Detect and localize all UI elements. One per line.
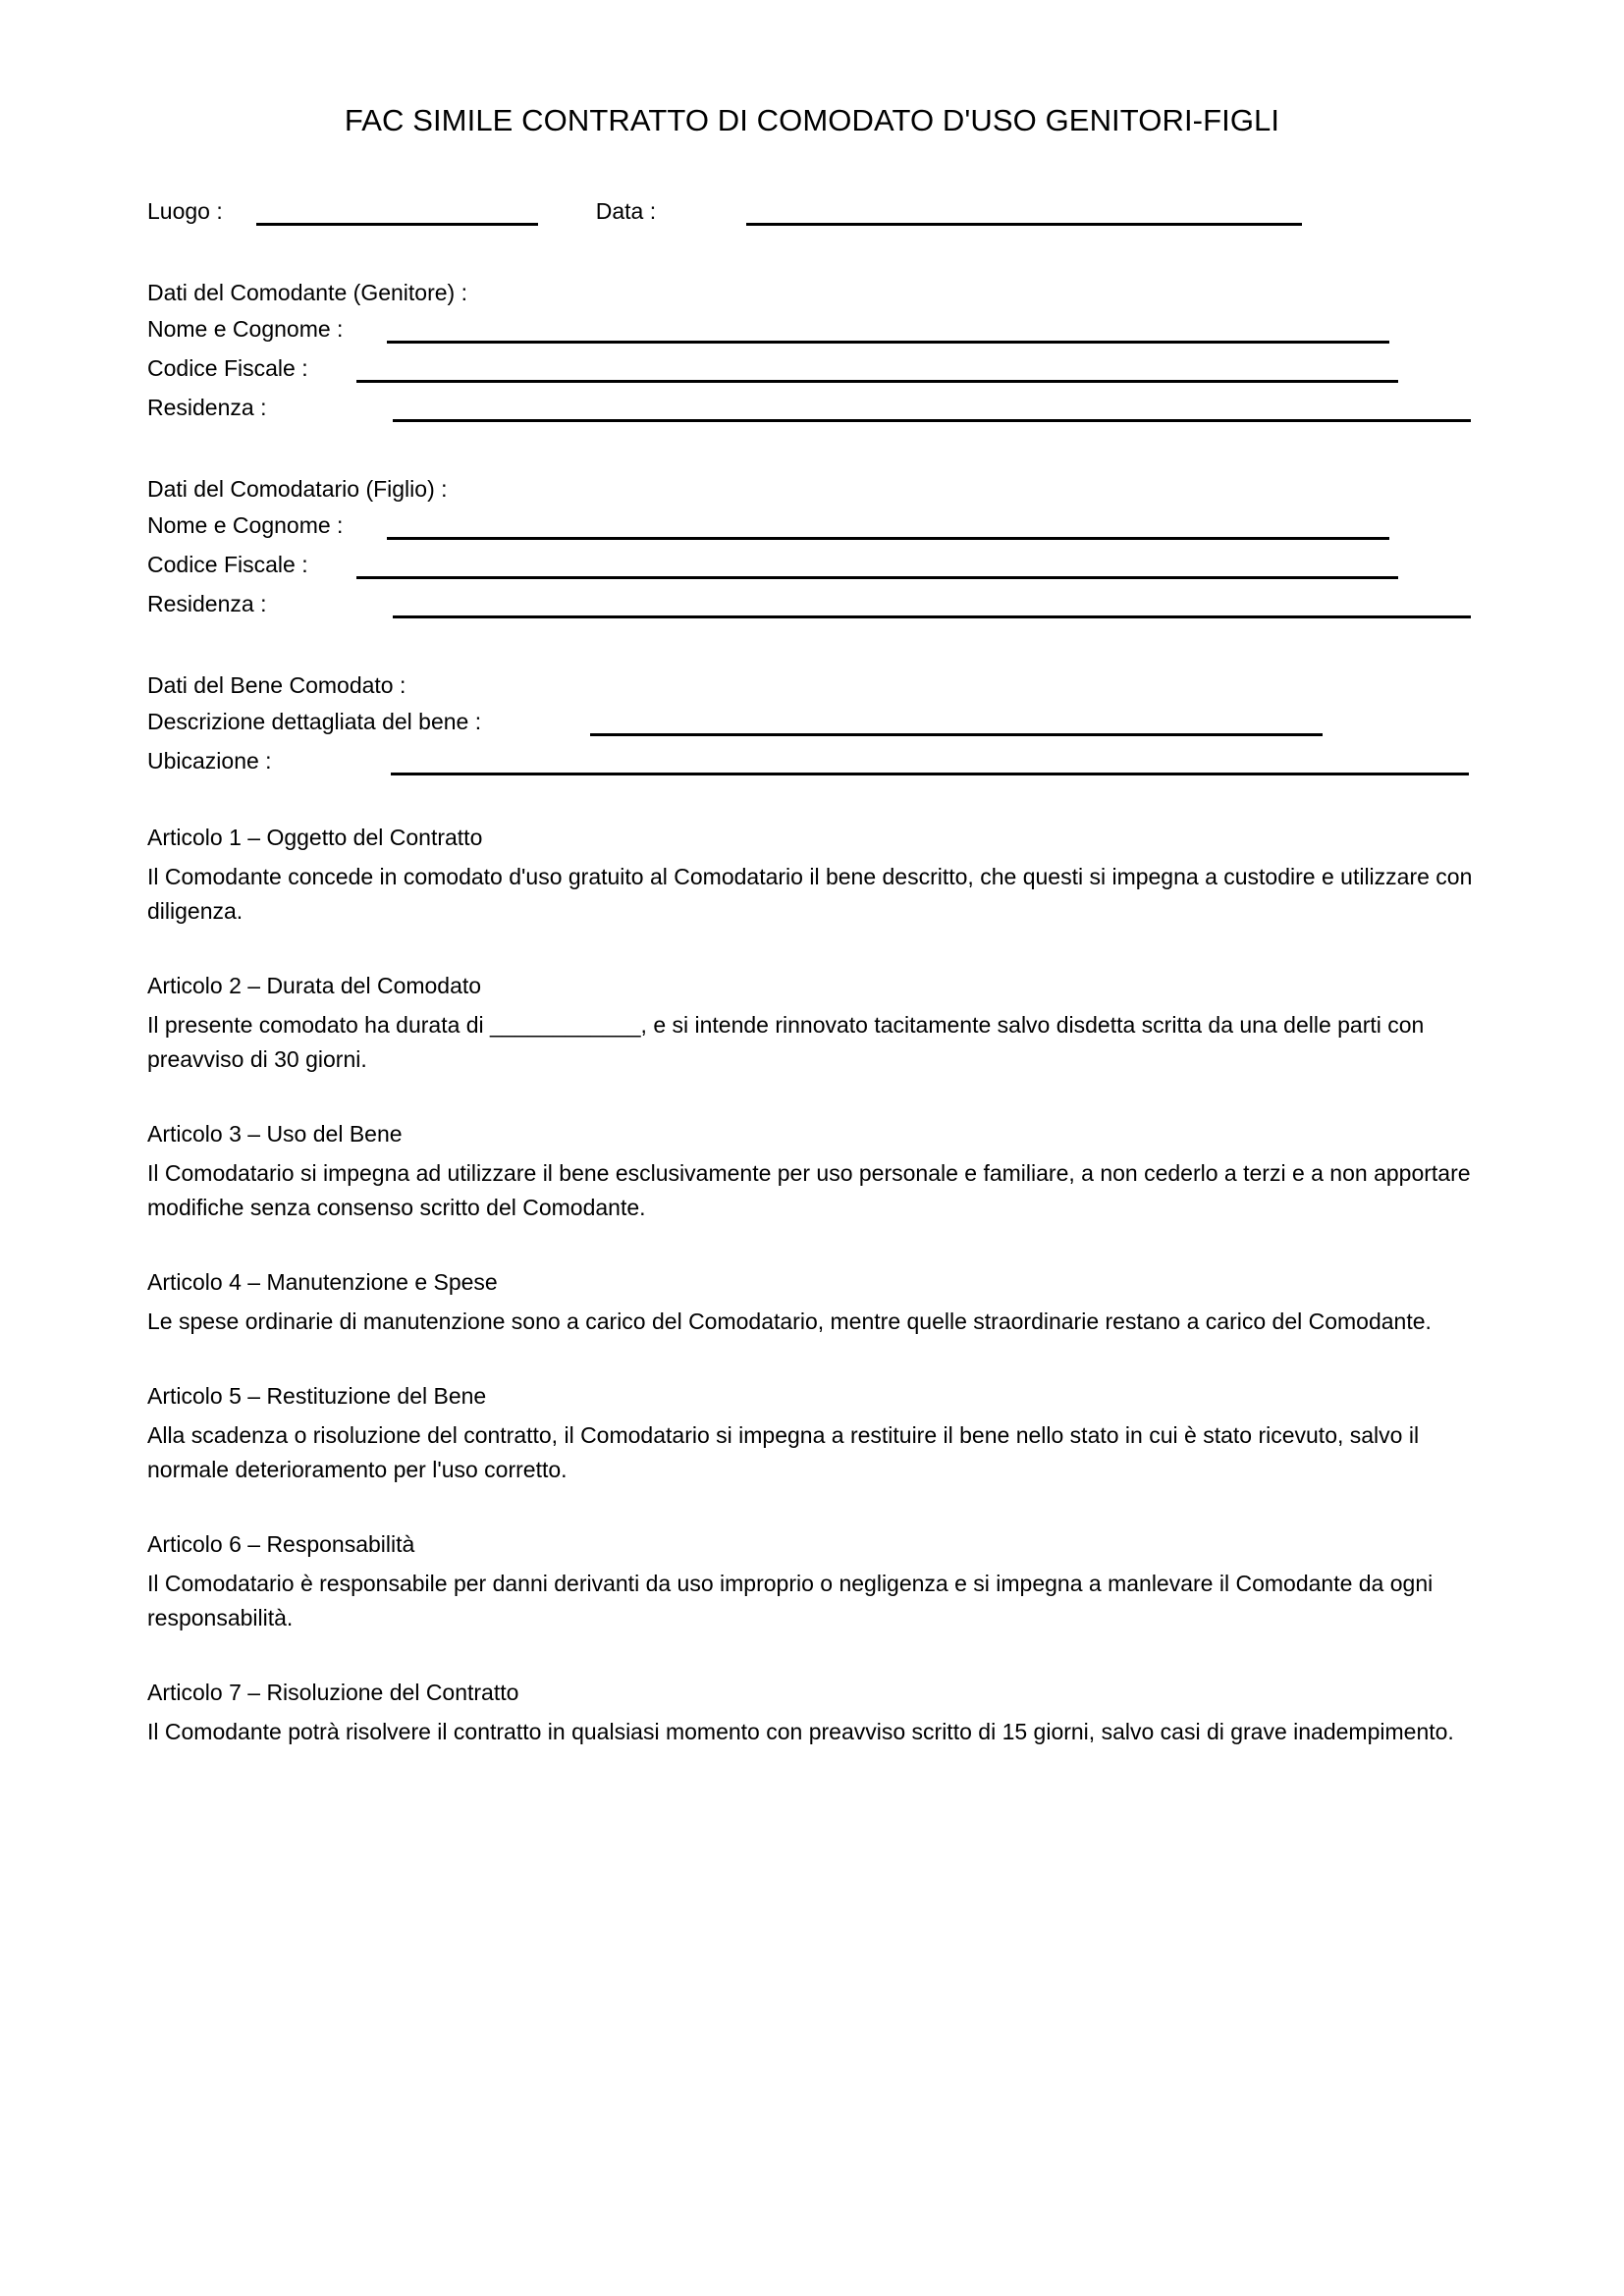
article-1-body: Il Comodante concede in comodato d'uso gratuito al Comodatario il bene descritto, che questi si impegna a custodire e utilizzare con diligenza. — [147, 863, 1473, 924]
comodatario-heading: Dati del Comodatario (Figlio) : — [147, 475, 448, 502]
comodante-fiscalcode-rule[interactable] — [356, 380, 1398, 383]
comodatario-residence-row — [147, 590, 1477, 618]
date-label: Data : — [595, 197, 657, 224]
comodante-heading: Dati del Comodante (Genitore) : — [147, 279, 467, 305]
comodante-residence-rule[interactable] — [393, 419, 1471, 422]
place-input-rule[interactable] — [256, 223, 538, 226]
comodante-residence-row — [147, 394, 1477, 422]
comodatario-residence-label: Residenza : — [147, 590, 267, 616]
article-1-heading: Articolo 1 – Oggetto del Contratto — [147, 824, 483, 850]
article-4-body: Le spese ordinarie di manutenzione sono a carico del Comodatario, mentre quelle straordinarie restano a carico del Comodante. — [147, 1308, 1432, 1334]
article-6-heading: Articolo 6 – Responsabilità — [147, 1530, 415, 1557]
comodatario-name-row — [147, 511, 1477, 540]
article-2-body: Il presente comodato ha durata di ____________, e si intende rinnovato tacitamente salvo disdetta scritta da una delle parti con preavviso di 30 giorni. — [147, 1011, 1425, 1072]
article-7-heading: Articolo 7 – Risoluzione del Contratto — [147, 1679, 519, 1705]
article-7-body: Il Comodante potrà risolvere il contratto in qualsiasi momento con preavviso scritto di 15 giorni, salvo casi di grave inadempimento. — [147, 1718, 1454, 1744]
bene-location-row — [147, 747, 1477, 775]
date-input-rule[interactable] — [746, 223, 1302, 226]
article-4-heading: Articolo 4 – Manutenzione e Spese — [147, 1268, 498, 1295]
article-6-body: Il Comodatario è responsabile per danni derivanti da uso improprio o negligenza e si impegna a manlevare il Comodante da ogni responsabilità. — [147, 1570, 1434, 1630]
comodante-name-label: Nome e Cognome : — [147, 315, 344, 342]
comodatario-fiscalcode-rule[interactable] — [356, 576, 1398, 579]
comodatario-fiscalcode-label: Codice Fiscale : — [147, 551, 308, 577]
comodatario-name-label: Nome e Cognome : — [147, 511, 344, 538]
bene-heading: Dati del Bene Comodato : — [147, 671, 406, 698]
place-label: Luogo : — [147, 197, 223, 224]
comodatario-residence-rule[interactable] — [393, 615, 1471, 618]
place-date-row — [147, 197, 1477, 226]
comodante-fiscalcode-row — [147, 354, 1477, 383]
article-3-heading: Articolo 3 – Uso del Bene — [147, 1120, 403, 1147]
bene-description-label: Descrizione dettagliata del bene : — [147, 708, 482, 734]
article-2-heading: Articolo 2 – Durata del Comodato — [147, 972, 482, 998]
comodatario-fiscalcode-row — [147, 551, 1477, 579]
bene-location-rule[interactable] — [391, 773, 1469, 775]
bene-location-label: Ubicazione : — [147, 747, 272, 774]
bene-description-rule[interactable] — [590, 733, 1323, 736]
comodante-name-row — [147, 315, 1477, 344]
comodante-fiscalcode-label: Codice Fiscale : — [147, 354, 308, 381]
comodante-residence-label: Residenza : — [147, 394, 267, 420]
article-5-body: Alla scadenza o risoluzione del contratto, il Comodatario si impegna a restituire il bene nello stato in cui è stato ricevuto, salvo il normale deterioramento per l'uso corretto. — [147, 1421, 1420, 1482]
article-3-body: Il Comodatario si impegna ad utilizzare il bene esclusivamente per uso personale e familiare, a non cederlo a terzi e a non apportare modifiche senza consenso scritto del Comodante. — [147, 1159, 1471, 1220]
comodante-name-rule[interactable] — [387, 341, 1389, 344]
article-5-heading: Articolo 5 – Restituzione del Bene — [147, 1382, 487, 1409]
page-title: FAC SIMILE CONTRATTO DI COMODATO D'USO GENITORI-FIGLI — [344, 103, 1280, 137]
bene-description-row — [147, 708, 1477, 736]
comodatario-name-rule[interactable] — [387, 537, 1389, 540]
